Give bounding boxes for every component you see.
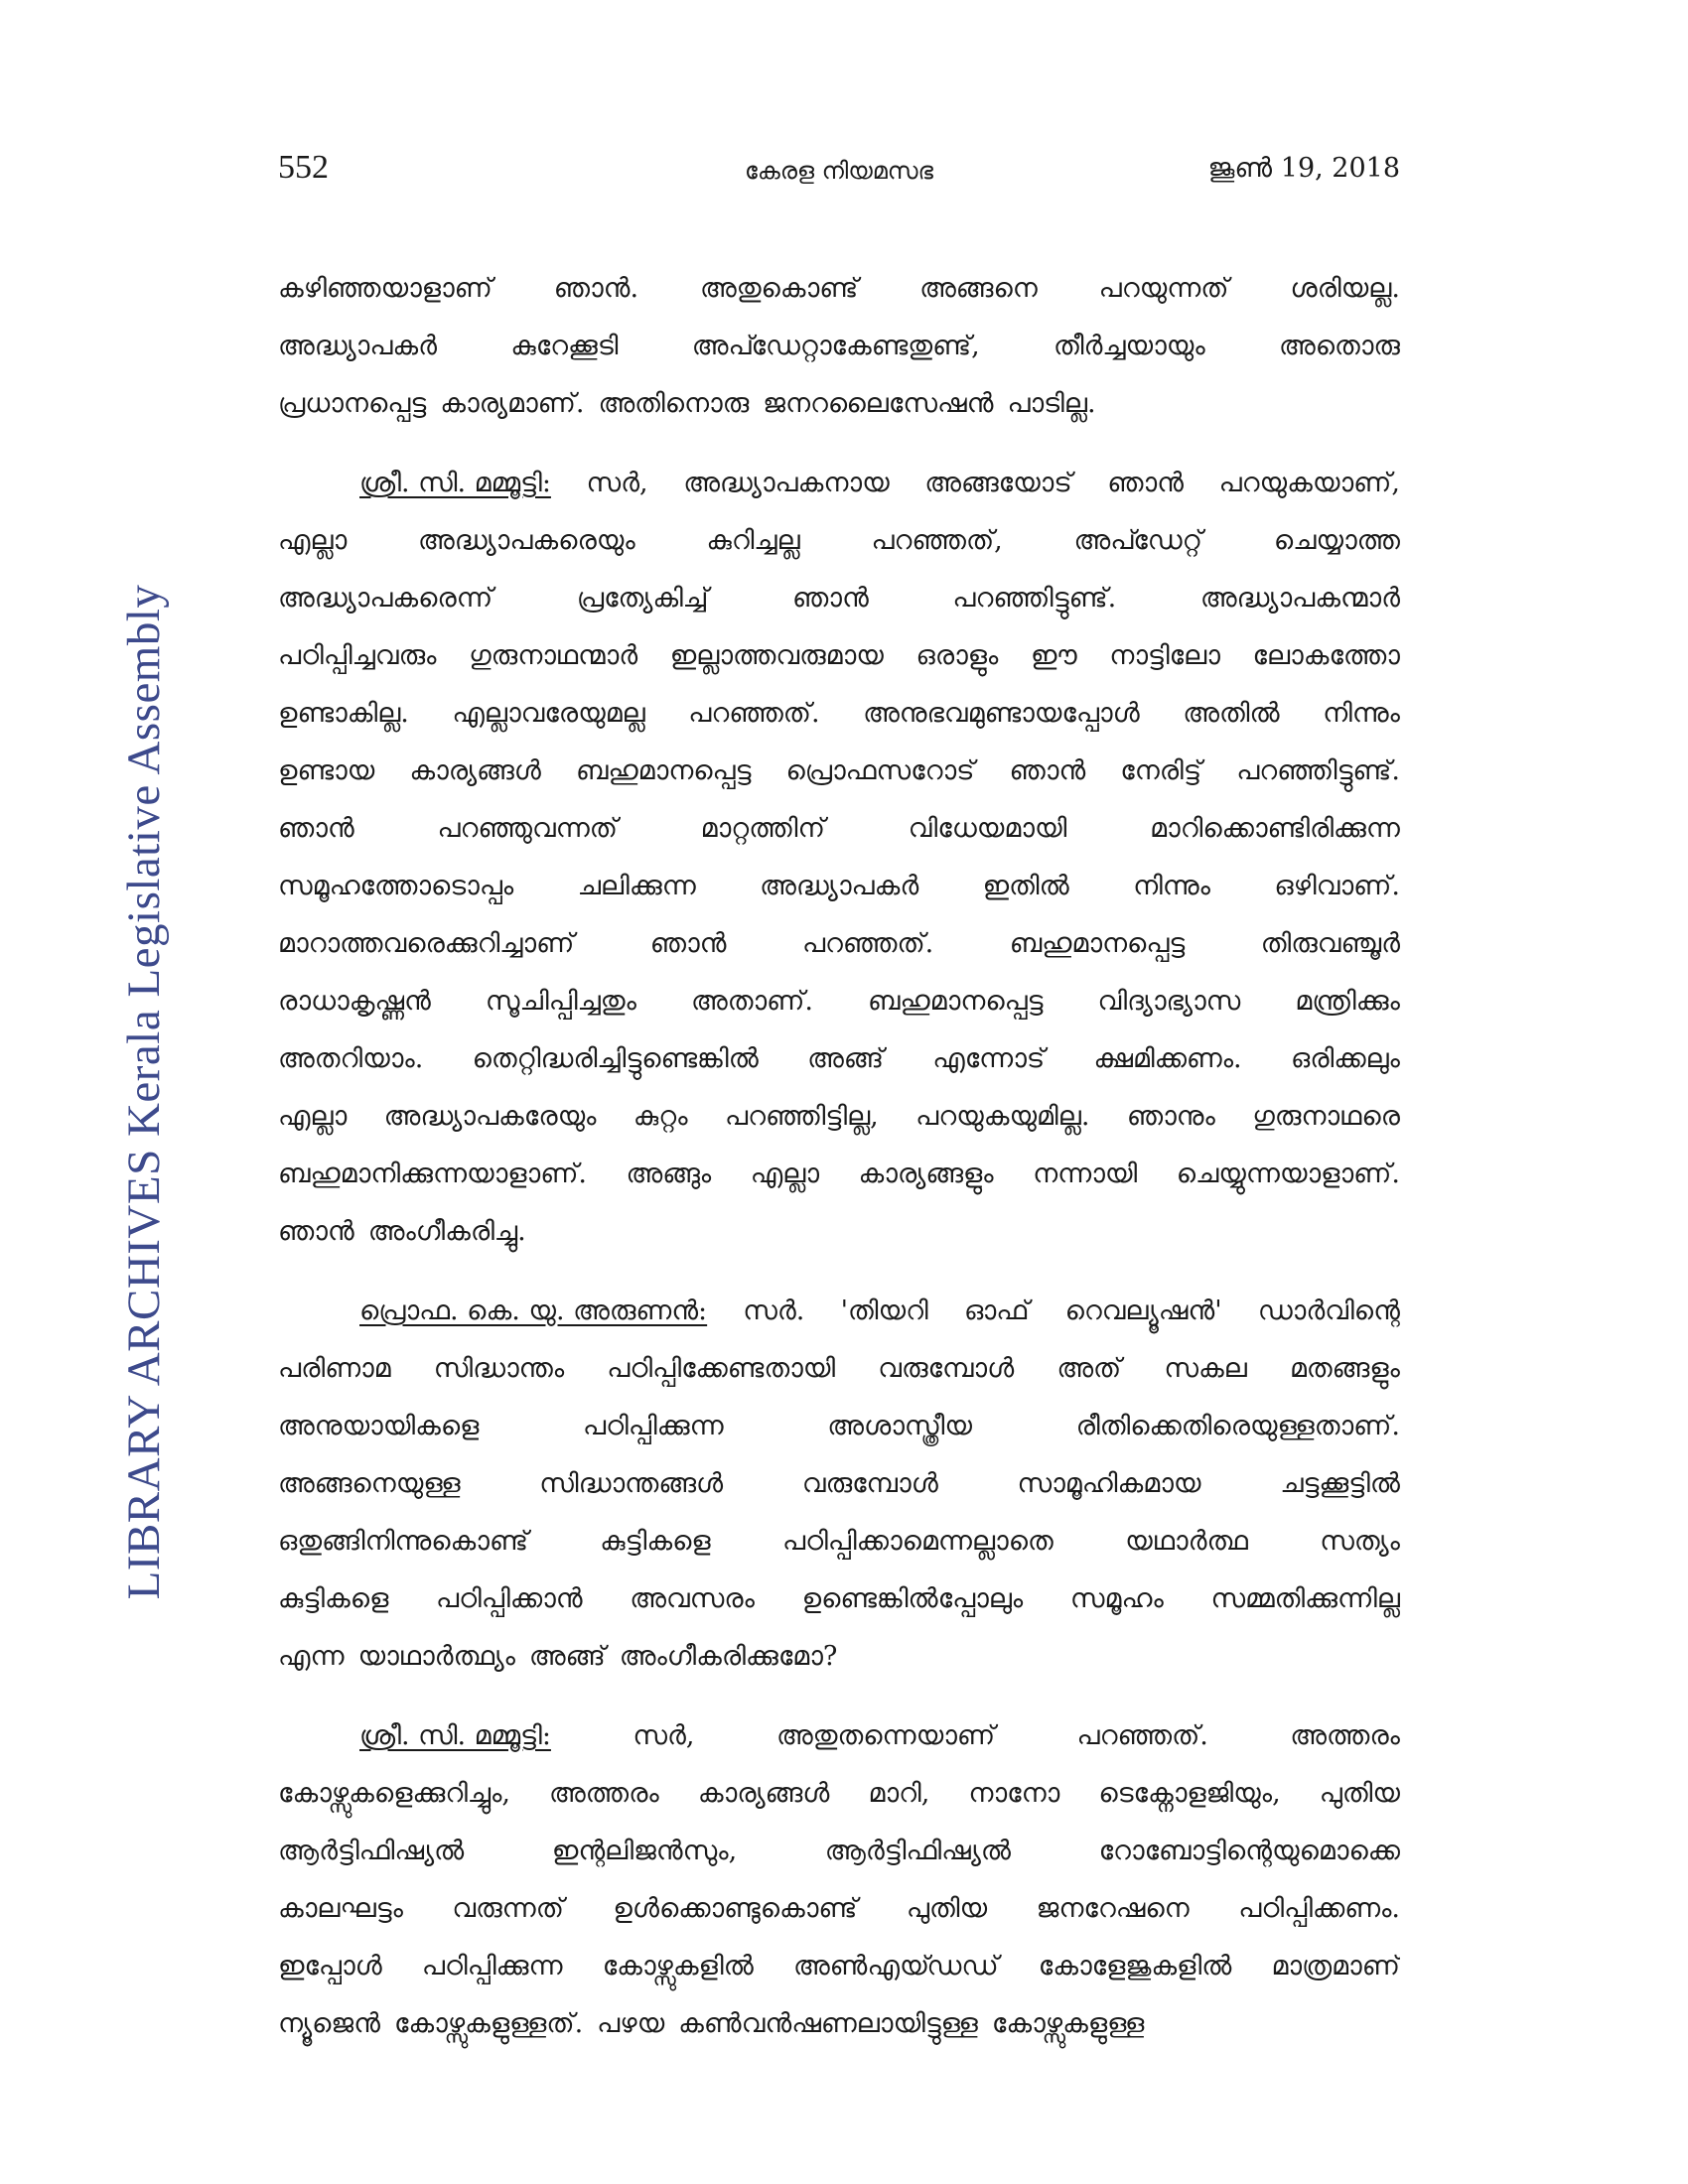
text-line bbox=[278, 1823, 1400, 1880]
word: അൺഎയ്ഡഡ് bbox=[792, 1951, 999, 1981]
word: നാനോ bbox=[968, 1778, 1060, 1809]
word: കുറ്റം bbox=[633, 1101, 688, 1132]
word: കോളേജുകളിൽ bbox=[1038, 1951, 1232, 1981]
word: ഞാനും bbox=[1126, 1101, 1215, 1132]
word: കുട്ടികളെ bbox=[600, 1526, 711, 1557]
word: പഠിപ്പിക്കണം. bbox=[1238, 1893, 1400, 1924]
word: എല്ലാ bbox=[278, 525, 348, 556]
word: അത്തരം bbox=[1290, 1720, 1400, 1751]
word: വരുമ്പോൾ bbox=[801, 1468, 938, 1499]
speaker-name: ശ്രീ. സി. മമ്മൂട്ടി: bbox=[359, 468, 551, 498]
word: അദ്ധ്യാപകരേയും bbox=[383, 1101, 597, 1132]
word: സത്യം bbox=[1320, 1526, 1400, 1557]
speaker-name: ശ്രീ. സി. മമ്മൂട്ടി: bbox=[359, 1720, 551, 1751]
word: അദ്ധ്യാപകരെന്ന് bbox=[278, 583, 493, 614]
word: ഞാൻ bbox=[278, 1216, 354, 1247]
word: നിന്നും bbox=[1133, 871, 1210, 901]
word: യാഥാർത്ഥ്യം bbox=[357, 1641, 515, 1672]
word: വരുന്നത് bbox=[452, 1893, 564, 1924]
word: സകല bbox=[1164, 1353, 1247, 1384]
word: ന്യൂജെൻ bbox=[278, 2008, 380, 2039]
word: റോബോട്ടിന്റെയുമൊക്കെ bbox=[1098, 1836, 1400, 1866]
text-line bbox=[278, 1283, 1400, 1340]
text-line bbox=[278, 318, 1400, 375]
word: ജനറേഷനെ bbox=[1036, 1893, 1190, 1924]
word: പറഞ്ഞുവന്നത് bbox=[437, 813, 618, 844]
word: ഇല്ലാത്തവരുമായ bbox=[669, 640, 884, 671]
word: കാലഘട്ടം bbox=[278, 1893, 403, 1924]
text-line bbox=[278, 915, 1400, 973]
word: പഠിപ്പിക്കാമെന്നല്ലാതെ bbox=[781, 1526, 1054, 1557]
word: കാര്യങ്ങൾ bbox=[409, 755, 541, 786]
text-line bbox=[278, 375, 1400, 433]
text-line bbox=[278, 1707, 1400, 1765]
text-line bbox=[278, 1570, 1400, 1628]
word: അതിൽ bbox=[1183, 698, 1280, 729]
word: പ്രത്യേകിച്ച് bbox=[576, 583, 709, 614]
word: ബഹുമാനപ്പെട്ട bbox=[575, 755, 752, 786]
word: ഞാൻ bbox=[792, 583, 869, 614]
text-line bbox=[278, 570, 1400, 627]
word: ശരിയല്ല. bbox=[1290, 273, 1400, 304]
text-line bbox=[278, 1398, 1400, 1455]
word: മാറി, bbox=[868, 1778, 930, 1809]
word: പറയുകയുമില്ല. bbox=[915, 1101, 1090, 1132]
speaker-name: പ്രൊഫ. കെ. യു. അരുണൻ: bbox=[359, 1296, 708, 1326]
word: പറഞ്ഞിട്ടുണ്ട്. bbox=[952, 583, 1117, 614]
word: ഓഫ് bbox=[963, 1296, 1030, 1326]
word: സമ്മതിക്കുന്നില്ല bbox=[1210, 1583, 1400, 1614]
word: പഠിപ്പിച്ചവരും bbox=[278, 640, 437, 671]
word: ഇതിൽ bbox=[982, 871, 1069, 901]
word: ഉണ്ടെങ്കിൽപ്പോലും bbox=[801, 1583, 1024, 1614]
word: ഒരാളും bbox=[915, 640, 999, 671]
text-line bbox=[278, 627, 1400, 685]
word: യഥാർത്ഥ bbox=[1125, 1526, 1248, 1557]
word: സൂചിപ്പിച്ചതും bbox=[485, 986, 636, 1017]
word: നിന്നും bbox=[1323, 698, 1400, 729]
text-line bbox=[278, 1203, 1400, 1261]
word: നാട്ടിലോ bbox=[1109, 640, 1220, 671]
paragraph bbox=[278, 455, 1400, 1261]
word: അങ്ങ് bbox=[807, 1043, 884, 1074]
word: രീതിക്കെതിരെയുള്ളതാണ്. bbox=[1075, 1411, 1400, 1441]
word: അംഗീകരിച്ചു. bbox=[367, 1216, 526, 1247]
word: ഒരിക്കലും bbox=[1290, 1043, 1400, 1074]
word: പഠിപ്പിക്കാൻ bbox=[436, 1583, 583, 1614]
word: വിധേയമായി bbox=[908, 813, 1067, 844]
word: പറഞ്ഞത്. bbox=[801, 928, 934, 959]
word: തെറ്റിദ്ധരിച്ചിട്ടുണ്ടെങ്കിൽ bbox=[472, 1043, 759, 1074]
word: ഗുരുനാഥരെ bbox=[1252, 1101, 1400, 1132]
word: സിദ്ധാന്തങ്ങൾ bbox=[539, 1468, 724, 1499]
word: മാറിക്കൊണ്ടിരിക്കുന്ന bbox=[1150, 813, 1400, 844]
word: നേരിട്ട് bbox=[1120, 755, 1202, 786]
paragraph bbox=[278, 1707, 1400, 2053]
document-body bbox=[278, 260, 1400, 2075]
text-line bbox=[278, 743, 1400, 800]
word: അപ്ഡേറ്റാകേണ്ടതുണ്ട്, bbox=[691, 331, 980, 361]
word: ഞാൻ bbox=[278, 813, 354, 844]
word: അദ്ധ്യാപകരെയും bbox=[418, 525, 635, 556]
word: എന്ന bbox=[278, 1641, 345, 1672]
word: സർ, bbox=[633, 1720, 695, 1751]
text-line bbox=[278, 455, 1400, 512]
word: പ്രധാനപ്പെട്ട bbox=[278, 388, 427, 419]
word: എല്ലാ bbox=[278, 1101, 348, 1132]
word: ഇന്റലിജൻസും, bbox=[551, 1836, 738, 1866]
word: കാര്യങ്ങൾ bbox=[697, 1778, 830, 1809]
word: മതങ്ങളും bbox=[1289, 1353, 1400, 1384]
word: പറഞ്ഞത്. bbox=[688, 698, 820, 729]
text-line bbox=[278, 512, 1400, 570]
word: അശാസ്ത്രീയ bbox=[827, 1411, 972, 1441]
word: പുതിയ bbox=[906, 1893, 988, 1924]
word: അദ്ധ്യാപകനായ bbox=[683, 468, 890, 498]
word: അനുഭവമുണ്ടായപ്പോൾ bbox=[863, 698, 1140, 729]
text-line bbox=[278, 973, 1400, 1030]
text-line bbox=[278, 1030, 1400, 1088]
paragraph bbox=[278, 260, 1400, 433]
word: അങ്ങനെയുള്ള bbox=[278, 1468, 461, 1499]
text-line bbox=[278, 1880, 1400, 1938]
word: ചലിക്കുന്ന bbox=[577, 871, 696, 901]
word: സമൂഹം bbox=[1069, 1583, 1164, 1614]
word: മാറാത്തവരെക്കുറിച്ചാണ് bbox=[278, 928, 575, 959]
word: ഇപ്പോൾ bbox=[278, 1951, 382, 1981]
word: അങ്ങ് bbox=[528, 1641, 606, 1672]
word: എല്ലാ bbox=[750, 1159, 819, 1189]
word: പഠിപ്പിക്കേണ്ടതായി bbox=[607, 1353, 836, 1384]
word: ലോകത്തോ bbox=[1252, 640, 1400, 671]
word: പറയുന്നത് bbox=[1098, 273, 1229, 304]
text-line bbox=[278, 1765, 1400, 1823]
word: അതാണ്. bbox=[690, 986, 813, 1017]
word: മാത്രമാണ് bbox=[1271, 1951, 1400, 1981]
word: ഞാൻ. bbox=[553, 273, 639, 304]
word: പറഞ്ഞിട്ടില്ല, bbox=[725, 1101, 879, 1132]
word: അദ്ധ്യാപകർ bbox=[760, 871, 919, 901]
paragraph bbox=[278, 1283, 1400, 1686]
word: കൺവൻഷണലായിട്ടുള്ള bbox=[678, 2008, 978, 2039]
word: പറയുകയാണ്, bbox=[1218, 468, 1400, 498]
text-line bbox=[278, 858, 1400, 915]
word: പുതിയ bbox=[1319, 1778, 1400, 1809]
word: പറഞ്ഞത്, bbox=[871, 525, 1003, 556]
word: ഉൾക്കൊണ്ടുകൊണ്ട് bbox=[613, 1893, 858, 1924]
word: പരിണാമ bbox=[278, 1353, 391, 1384]
page-header bbox=[278, 149, 1400, 199]
word: എല്ലാവരേയുമല്ല bbox=[452, 698, 645, 729]
word: ബഹുമാനിക്കുന്നയാളാണ്. bbox=[278, 1159, 588, 1189]
word: അദ്ധ്യാപകർ bbox=[278, 331, 438, 361]
word: അതുതന്നെയാണ് bbox=[775, 1720, 996, 1751]
word: അത് bbox=[1056, 1353, 1122, 1384]
word: ജനറലൈസേഷൻ bbox=[763, 388, 994, 419]
word: അംഗീകരിക്കുമോ? bbox=[619, 1641, 838, 1672]
word: എന്നോട് bbox=[932, 1043, 1046, 1074]
word: അതുകൊണ്ട് bbox=[699, 273, 859, 304]
word: കുട്ടികളെ bbox=[278, 1583, 389, 1614]
archive-watermark: LIBRARY ARCHIVES Kerala Legislative Assembly bbox=[118, 584, 170, 1600]
word: വരുമ്പോൾ bbox=[878, 1353, 1015, 1384]
word: കോഴ്സുകളിൽ bbox=[602, 1951, 754, 1981]
word: ഡാർവിന്റെ bbox=[1257, 1296, 1400, 1326]
word: ചെയ്യുന്നയാളാണ്. bbox=[1176, 1159, 1400, 1189]
word: ഞാൻ bbox=[649, 928, 727, 959]
word: അങ്ങും bbox=[626, 1159, 712, 1189]
word: സർ. bbox=[743, 1296, 805, 1326]
page-date: ജൂൺ 19, 2018 bbox=[1207, 153, 1400, 184]
word: പറഞ്ഞിട്ടുണ്ട്. bbox=[1236, 755, 1400, 786]
text-line bbox=[278, 1146, 1400, 1203]
word: ആർട്ടിഫിഷ്യൽ bbox=[824, 1836, 1011, 1866]
word: അങ്ങനെ bbox=[919, 273, 1038, 304]
word: കോഴ്സുകളുള്ളത്. bbox=[393, 2008, 584, 2039]
word: സിദ്ധാന്തം bbox=[433, 1353, 565, 1384]
word: ഉണ്ടാകില്ല. bbox=[278, 698, 409, 729]
word: മന്ത്രിക്കും bbox=[1295, 986, 1400, 1017]
word: വിദ്യാഭ്യാസ bbox=[1097, 986, 1241, 1017]
word: ഒഴിവാണ്. bbox=[1274, 871, 1400, 901]
text-line bbox=[278, 1455, 1400, 1513]
text-line bbox=[278, 1938, 1400, 1995]
text-line bbox=[278, 1513, 1400, 1570]
word: അതറിയാം. bbox=[278, 1043, 424, 1074]
word: മാറ്റത്തിന് bbox=[700, 813, 825, 844]
word: കുറേക്കൂടി bbox=[510, 331, 619, 361]
word: രാധാകൃഷ്ണൻ bbox=[278, 986, 431, 1017]
word: ടെക്നോളജിയും, bbox=[1098, 1778, 1281, 1809]
word: സമൂഹത്തോടൊപ്പം bbox=[278, 871, 514, 901]
text-line bbox=[278, 1995, 1400, 2053]
word: ബഹുമാനപ്പെട്ട bbox=[1009, 928, 1186, 959]
word: ആർട്ടിഫിഷ്യൽ bbox=[278, 1836, 465, 1866]
text-line bbox=[278, 1628, 1400, 1686]
word: പ്രൊഫസറോട് bbox=[785, 755, 975, 786]
word: കഴിഞ്ഞയാളാണ് bbox=[278, 273, 492, 304]
word: അതിനൊരു bbox=[598, 388, 750, 419]
word: ചട്ടക്കൂട്ടിൽ bbox=[1280, 1468, 1400, 1499]
word: അദ്ധ്യാപകന്മാർ bbox=[1199, 583, 1400, 614]
running-title: കേരള നിയമസഭ bbox=[744, 157, 934, 185]
word: ഗുരുനാഥന്മാർ bbox=[469, 640, 638, 671]
word: റെവല്യൂഷൻ' bbox=[1064, 1296, 1222, 1326]
word: പറഞ്ഞത്. bbox=[1076, 1720, 1208, 1751]
text-line bbox=[278, 260, 1400, 318]
word: സാമൂഹികമായ bbox=[1017, 1468, 1201, 1499]
word: ബഹുമാനപ്പെട്ട bbox=[868, 986, 1044, 1017]
word: പഠിപ്പിക്കുന്ന bbox=[421, 1951, 563, 1981]
word: പഠിപ്പിക്കുന്ന bbox=[583, 1411, 724, 1441]
word: അനുയായികളെ bbox=[278, 1411, 480, 1441]
word: അവസരം bbox=[630, 1583, 755, 1614]
word: 'തിയറി bbox=[840, 1296, 928, 1326]
word: തിരുവഞ്ചൂർ bbox=[1260, 928, 1400, 959]
word: ഞാൻ bbox=[1009, 755, 1086, 786]
text-line bbox=[278, 685, 1400, 743]
word: അങ്ങയോട് bbox=[924, 468, 1072, 498]
word: പാടില്ല. bbox=[1007, 388, 1096, 419]
word: കോഴ്സുകളുള്ള bbox=[991, 2008, 1145, 2039]
word: കാര്യമാണ്. bbox=[440, 388, 585, 419]
text-line bbox=[278, 1088, 1400, 1146]
word: കുറിച്ചല്ല bbox=[706, 525, 800, 556]
word: അതൊരു bbox=[1278, 331, 1400, 361]
word: ചെയ്യാത്ത bbox=[1273, 525, 1400, 556]
text-line bbox=[278, 800, 1400, 858]
word: കാര്യങ്ങളും bbox=[858, 1159, 994, 1189]
word: ഒതുങ്ങിനിന്നുകൊണ്ട് bbox=[278, 1526, 528, 1557]
word: പഴയ bbox=[597, 2008, 665, 2039]
page-number: 552 bbox=[278, 149, 329, 186]
word: ഈ bbox=[1030, 640, 1077, 671]
word: ക്ഷമിക്കണം. bbox=[1093, 1043, 1242, 1074]
word: അത്തരം bbox=[549, 1778, 659, 1809]
word: ഞാൻ bbox=[1107, 468, 1184, 498]
word: അപ്ഡേറ്റ് bbox=[1073, 525, 1203, 556]
word: തീർച്ചയായും bbox=[1054, 331, 1205, 361]
word: സർ, bbox=[586, 468, 648, 498]
word: കോഴ്സുകളെക്കുറിച്ചും, bbox=[278, 1778, 510, 1809]
word: നന്നായി bbox=[1033, 1159, 1138, 1189]
text-line bbox=[278, 1340, 1400, 1398]
word: ഉണ്ടായ bbox=[278, 755, 375, 786]
